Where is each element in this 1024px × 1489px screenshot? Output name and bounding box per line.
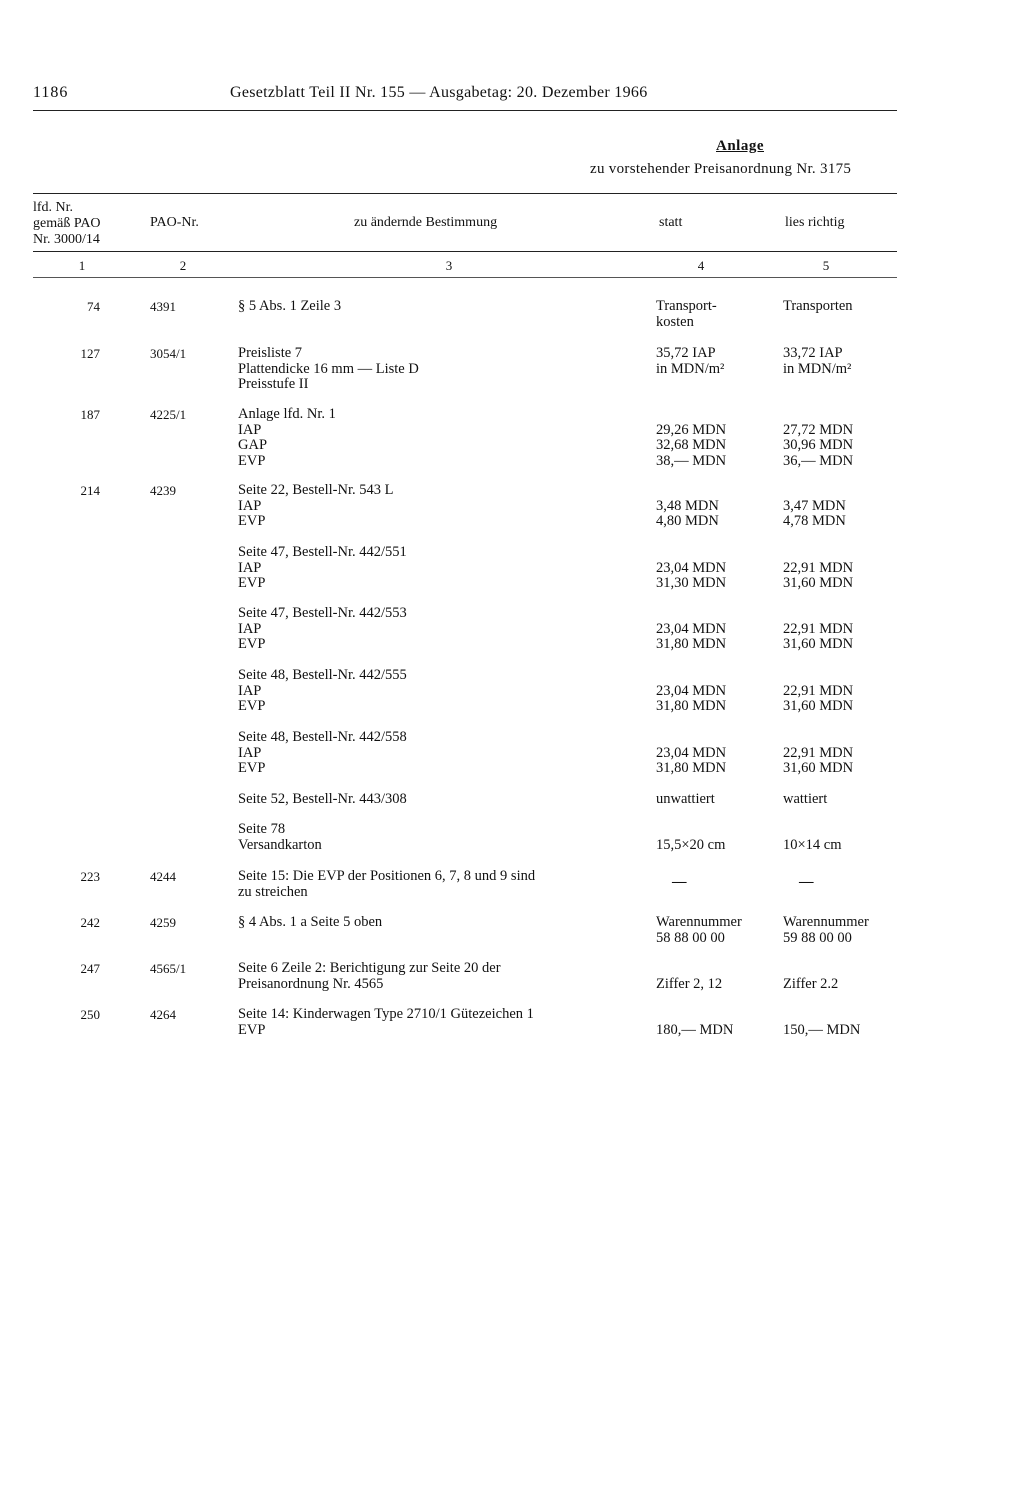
cell-statt <box>656 423 776 470</box>
statt-line: 15,5×20 cm <box>656 836 726 853</box>
cell-pao-nr: 4565/1 <box>150 961 187 976</box>
cell-pao-nr: 4244 <box>150 869 176 884</box>
cell-bestimmung <box>238 822 638 853</box>
cell-bestimmung <box>238 730 638 777</box>
bestimmung-line: EVP <box>238 575 266 591</box>
cell-bestimmung <box>238 961 638 992</box>
column-number-2: 2 <box>179 258 187 273</box>
bestimmung-line: Seite 6 Zeile 2: Berichtigung zur Seite 20 der <box>238 960 501 976</box>
lies-line: 27,72 MDN <box>783 421 854 438</box>
lies-line: in MDN/m² <box>783 360 852 377</box>
statt-line: kosten <box>656 313 694 330</box>
cell-lfd-nr: 127 <box>80 346 100 361</box>
bestimmung-line: Seite 48, Bestell-Nr. 442/555 <box>238 667 407 683</box>
statt-line: Warennummer <box>656 914 742 930</box>
cell-lies-richtig <box>783 838 903 854</box>
lies-line: 10×14 cm <box>783 836 842 853</box>
cell-bestimmung <box>238 299 638 315</box>
lies-line: 3,47 MDN <box>783 497 846 514</box>
statt-line: 23,04 MDN <box>656 744 727 761</box>
cell-pao-nr: 4239 <box>150 483 176 498</box>
annex-title: Anlage <box>716 138 764 154</box>
bestimmung-line: EVP <box>238 1021 266 1038</box>
bestimmung-line: GAP <box>238 437 268 453</box>
bestimmung-line: Versandkarton <box>238 836 322 853</box>
cell-statt <box>656 838 776 854</box>
cell-bestimmung <box>238 346 638 393</box>
column-number-3: 3 <box>445 258 453 273</box>
statt-line: in MDN/m² <box>656 360 725 377</box>
header-col-statt: statt <box>659 215 683 230</box>
column-number-5: 5 <box>822 258 830 273</box>
bestimmung-line: Seite 14: Kinderwagen Type 2710/1 Gütezeichen 1 <box>238 1006 534 1022</box>
statt-line: 23,04 MDN <box>656 682 727 699</box>
lies-line: Ziffer 2.2 <box>783 975 839 992</box>
header-col-lies-richtig: lies richtig <box>785 215 845 230</box>
statt-line: 29,26 MDN <box>656 421 727 438</box>
cell-lies-richtig <box>783 499 903 530</box>
bestimmung-line: EVP <box>238 452 266 469</box>
statt-line: 58 88 00 00 <box>656 929 725 946</box>
cell-lies-richtig <box>783 746 903 777</box>
statt-line: Transport- <box>656 298 717 314</box>
cell-statt <box>656 977 776 993</box>
lies-line: 59 88 00 00 <box>783 929 852 946</box>
header-col-lfd-nr: lfd. Nr. gemäß PAO Nr. 3000/14 <box>33 200 101 247</box>
statt-line: 31,80 MDN <box>656 636 727 652</box>
cell-lfd-nr: 74 <box>87 299 100 314</box>
statt-line: 31,80 MDN <box>656 698 727 714</box>
header-rule-bottom <box>33 277 897 278</box>
bestimmung-line: Preisanordnung Nr. 4565 <box>238 975 384 992</box>
cell-bestimmung <box>238 545 638 592</box>
bestimmung-line: IAP <box>238 421 262 438</box>
cell-lfd-nr: 242 <box>80 915 100 930</box>
column-number-1: 1 <box>78 258 86 273</box>
statt-line: 32,68 MDN <box>656 437 727 453</box>
cell-lfd-nr: 247 <box>80 961 100 976</box>
bestimmung-line: Plattendicke 16 mm — Liste D <box>238 360 419 377</box>
bestimmung-line: IAP <box>238 744 262 761</box>
lies-line: wattiert <box>783 791 828 807</box>
cell-lfd-nr: 214 <box>80 483 100 498</box>
bestimmung-line: EVP <box>238 760 266 776</box>
lies-line: 36,— MDN <box>783 452 854 469</box>
cell-bestimmung <box>238 792 638 808</box>
lies-line: — <box>799 874 814 891</box>
statt-line: 4,80 MDN <box>656 513 719 529</box>
cell-statt <box>656 622 776 653</box>
cell-lies-richtig <box>783 977 903 993</box>
bestimmung-line: EVP <box>238 513 266 529</box>
bestimmung-line: Seite 47, Bestell-Nr. 442/553 <box>238 605 407 621</box>
cell-statt <box>656 299 776 330</box>
cell-lfd-nr: 187 <box>80 407 100 422</box>
bestimmung-line: zu streichen <box>238 883 308 900</box>
statt-line: 180,— MDN <box>656 1021 734 1038</box>
bestimmung-line: IAP <box>238 559 262 576</box>
bestimmung-line: Seite 15: Die EVP der Positionen 6, 7, 8 und 9 sind <box>238 868 536 884</box>
cell-statt <box>656 499 776 530</box>
bestimmung-line: IAP <box>238 620 262 637</box>
cell-lies-richtig <box>783 792 903 808</box>
cell-statt <box>656 684 776 715</box>
cell-lies-richtig <box>783 423 903 470</box>
cell-lies-richtig <box>783 622 903 653</box>
cell-statt <box>656 792 776 808</box>
cell-bestimmung <box>238 606 638 653</box>
bestimmung-line: EVP <box>238 636 266 652</box>
bestimmung-line: Seite 48, Bestell-Nr. 442/558 <box>238 729 407 745</box>
cell-statt <box>656 1023 776 1039</box>
cell-bestimmung <box>238 668 638 715</box>
bestimmung-line: Seite 22, Bestell-Nr. 543 L <box>238 482 394 498</box>
bestimmung-line: Anlage lfd. Nr. 1 <box>238 406 336 422</box>
lies-line: 31,60 MDN <box>783 575 854 591</box>
cell-lies-richtig <box>783 299 903 315</box>
lies-line: 22,91 MDN <box>783 682 854 699</box>
cell-lies-richtig <box>783 561 903 592</box>
lies-line: Transporten <box>783 298 853 314</box>
statt-line: Ziffer 2, 12 <box>656 975 723 992</box>
table-top-rule <box>33 193 897 194</box>
header-rule-middle <box>33 251 897 252</box>
cell-bestimmung <box>238 1007 638 1038</box>
cell-lies-richtig <box>783 1023 903 1039</box>
lies-line: 31,60 MDN <box>783 636 854 652</box>
cell-lfd-nr: 223 <box>80 869 100 884</box>
statt-line: 31,80 MDN <box>656 760 727 776</box>
cell-bestimmung <box>238 407 638 469</box>
cell-statt <box>656 746 776 777</box>
page-number: 1186 <box>33 84 69 101</box>
lies-line: 4,78 MDN <box>783 513 846 529</box>
statt-line: — <box>672 874 687 891</box>
bestimmung-line: Preisliste 7 <box>238 345 303 361</box>
statt-line: unwattiert <box>656 791 715 807</box>
bestimmung-line: EVP <box>238 698 266 714</box>
cell-bestimmung <box>238 915 638 931</box>
lies-line: 30,96 MDN <box>783 437 854 453</box>
bestimmung-line: § 4 Abs. 1 a Seite 5 oben <box>238 914 383 930</box>
cell-statt <box>656 915 776 946</box>
header-rule <box>33 110 897 111</box>
lies-line: 33,72 IAP <box>783 345 843 361</box>
statt-line: 3,48 MDN <box>656 497 719 514</box>
cell-pao-nr: 4259 <box>150 915 176 930</box>
cell-lfd-nr: 250 <box>80 1007 100 1022</box>
statt-line: 35,72 IAP <box>656 345 716 361</box>
cell-bestimmung <box>238 869 638 900</box>
statt-line: 31,30 MDN <box>656 575 727 591</box>
bestimmung-line: IAP <box>238 497 262 514</box>
annex-subtitle: zu vorstehender Preisanordnung Nr. 3175 <box>590 161 852 177</box>
lies-line: 31,60 MDN <box>783 760 854 776</box>
bestimmung-line: Seite 52, Bestell-Nr. 443/308 <box>238 791 407 807</box>
cell-statt <box>656 875 776 891</box>
lies-line: 22,91 MDN <box>783 620 854 637</box>
bestimmung-line: IAP <box>238 682 262 699</box>
bestimmung-line: Seite 47, Bestell-Nr. 442/551 <box>238 544 407 560</box>
page-header-title: Gesetzblatt Teil II Nr. 155 — Ausgabetag: 20. Dezember 1966 <box>230 84 648 101</box>
cell-lies-richtig <box>783 346 903 377</box>
lies-line: 150,— MDN <box>783 1021 861 1038</box>
cell-lies-richtig <box>783 875 903 891</box>
statt-line: 38,— MDN <box>656 452 727 469</box>
cell-pao-nr: 4264 <box>150 1007 176 1022</box>
bestimmung-line: Preisstufe II <box>238 376 309 392</box>
bestimmung-line: § 5 Abs. 1 Zeile 3 <box>238 298 342 314</box>
header-col-bestimmung: zu ändernde Bestimmung <box>354 215 498 230</box>
lies-line: 31,60 MDN <box>783 698 854 714</box>
cell-pao-nr: 3054/1 <box>150 346 187 361</box>
lies-line: Warennummer <box>783 914 869 930</box>
cell-statt <box>656 561 776 592</box>
cell-pao-nr: 4391 <box>150 299 176 314</box>
statt-line: 23,04 MDN <box>656 559 727 576</box>
lies-line: 22,91 MDN <box>783 744 854 761</box>
cell-lies-richtig <box>783 684 903 715</box>
lies-line: 22,91 MDN <box>783 559 854 576</box>
bestimmung-line: Seite 78 <box>238 821 286 837</box>
header-col-pao-nr: PAO-Nr. <box>150 215 199 230</box>
cell-pao-nr: 4225/1 <box>150 407 187 422</box>
column-number-4: 4 <box>697 258 705 273</box>
statt-line: 23,04 MDN <box>656 620 727 637</box>
cell-lies-richtig <box>783 915 903 946</box>
cell-statt <box>656 346 776 377</box>
cell-bestimmung <box>238 483 638 530</box>
